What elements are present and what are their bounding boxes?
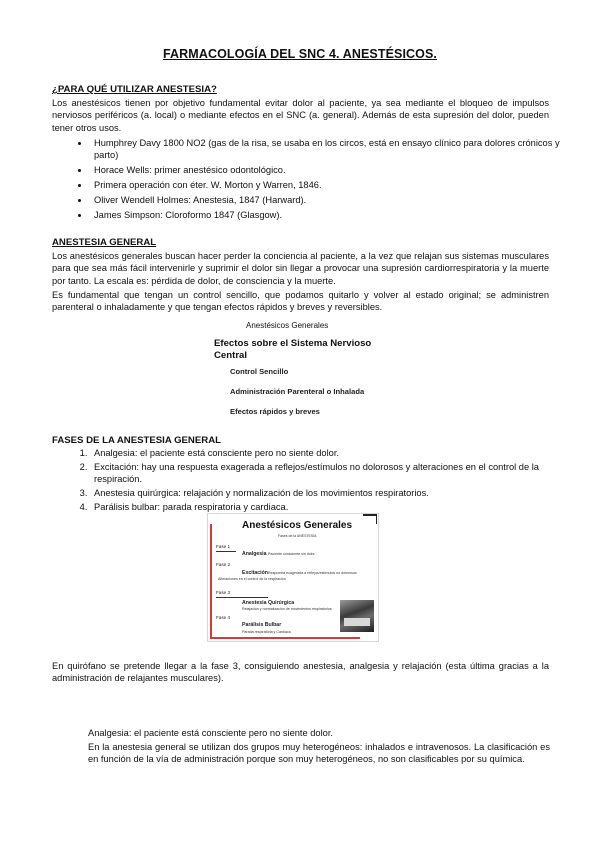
phase-label: Fase 3 (216, 590, 231, 595)
list-item: • James Simpson: Cloroformo 1847 (Glasgow). (90, 209, 568, 221)
phase-line (216, 551, 236, 552)
figure-title: Anestésicos Generales (242, 520, 353, 531)
list-item: 1. Analgesia: el paciente está consciente pero no siente dolor. (90, 447, 560, 459)
list-item: 4. Parálisis bulbar: parada respiratoria y cardiaca. (90, 501, 560, 513)
list-item: • Horace Wells: primer anestésico odontológico. (90, 164, 568, 176)
figure-anesthesia-phases (207, 513, 379, 642)
page-title: FARMACOLOGÍA DEL SNC 4. ANESTÉSICOS. (163, 47, 437, 61)
phase-detail: Paciente consciente sin dolor (268, 552, 315, 556)
note-analgesia: Analgesia: el paciente está consciente pero no siente dolor. (88, 728, 333, 738)
section-paragraph-control: Es fundamental que tengan un control sencillo, que podamos quitarlo y volver al estado original; se administren parenteral o inhaladamente y que tengan efectos rápidos y breves y reversibles. (52, 290, 549, 313)
phase-name: Analgesia (242, 551, 267, 557)
phase-line (216, 597, 268, 598)
phase-label: Fase 1 (216, 544, 231, 549)
section-heading-general: ANESTESIA GENERAL (52, 237, 157, 248)
figure-subtitle: Fases de la ANESTESIA (278, 534, 317, 538)
list-item: • Humphrey Davy 1800 NO2 (gas de la risa, se usaba en los circos, está en ensayo clínico para dolores crónicos y parto) (90, 137, 568, 162)
phase-label: Fase 2 (216, 562, 231, 567)
list-item: • Oliver Wendell Holmes: Anestesia, 1847 (Harward). (90, 194, 568, 206)
figure-item: Administración Parenteral o Inhalada (230, 387, 365, 396)
figure-title: Anestésicos Generales (246, 321, 329, 330)
list-item: • Primera operación con éter. W. Morton y Warren, 1846. (90, 179, 568, 191)
phases-list (76, 447, 560, 515)
phase-name: Anestesia Quirúrgica (242, 600, 295, 606)
phase-detail: Relajación y normalización de movimientos respiratorios (242, 607, 332, 611)
phase-name: Parálisis Bulbar (242, 622, 282, 628)
phase-detail: Alteraciones en el control de la respiración (218, 577, 286, 581)
note-classification: En la anestesia general se utilizan dos grupos muy heterogéneos: inhalados e intravenosos. La clasificación es en función de la vía de administración porque son muy heterogéneos, no son clasificables por su química. (88, 742, 550, 765)
list-item: 3. Anestesia quirúrgica: relajación y normalización de los movimientos respiratorios. (90, 487, 560, 499)
figure-frame (376, 514, 377, 524)
figure-subtitle: Efectos sobre el Sistema Nervioso Central (214, 338, 372, 361)
phase-label: Fase 4 (216, 615, 231, 620)
figure-frame (363, 514, 377, 516)
phase-name: Excitación (242, 570, 268, 576)
photo-detail (344, 618, 370, 626)
phase-detail: Parada respiratoria y Cardiaca (242, 630, 291, 634)
section-paragraph-general: Los anestésicos generales buscan hacer perder la conciencia al paciente, a la vez que relajan sus sistemas musculares para que sea más fácil intervenirle y suprimir el dolor sin llegar a provocar una supresión cardiorrespiratoria y la muerte por tanto. La escala es: pérdida de dolor, de consciencia y la muerte. (52, 251, 549, 286)
list-item: 2. Excitación: hay una respuesta exagerada a reflejos/estímulos no dolorosos y alteraciones en el control de la respiración. (90, 461, 560, 486)
closing-paragraph: En quirófano se pretende llegar a la fase 3, consiguiendo anestesia, analgesia y relajación (esta última gracias a la administración de relajantes musculares). (52, 661, 549, 684)
section-paragraph-why: Los anestésicos tienen por objetivo fundamental evitar dolor al paciente, ya sea mediante el bloqueo de impulsos nerviosos periféricos (a. local) o mediante efectos en el SNC (a. general). Además de esta supresión del dolor, pueden tener otros usos. (52, 98, 549, 133)
phase-detail: Respuesta exagerada a reflejos/estímulos no dolorosos (268, 571, 357, 575)
figure-item: Efectos rápidos y breves (230, 407, 320, 416)
figure-frame (210, 524, 212, 639)
operating-room-photo (340, 600, 374, 632)
section-heading-why: ¿PARA QUÉ UTILIZAR ANESTESIA? (52, 84, 217, 95)
figure-frame (210, 637, 360, 639)
figure-general-anesthetics (208, 318, 408, 420)
section-heading-phases: FASES DE LA ANESTESIA GENERAL (52, 435, 221, 446)
figure-item: Control Sencillo (230, 367, 289, 376)
history-bullet-list (76, 137, 568, 223)
